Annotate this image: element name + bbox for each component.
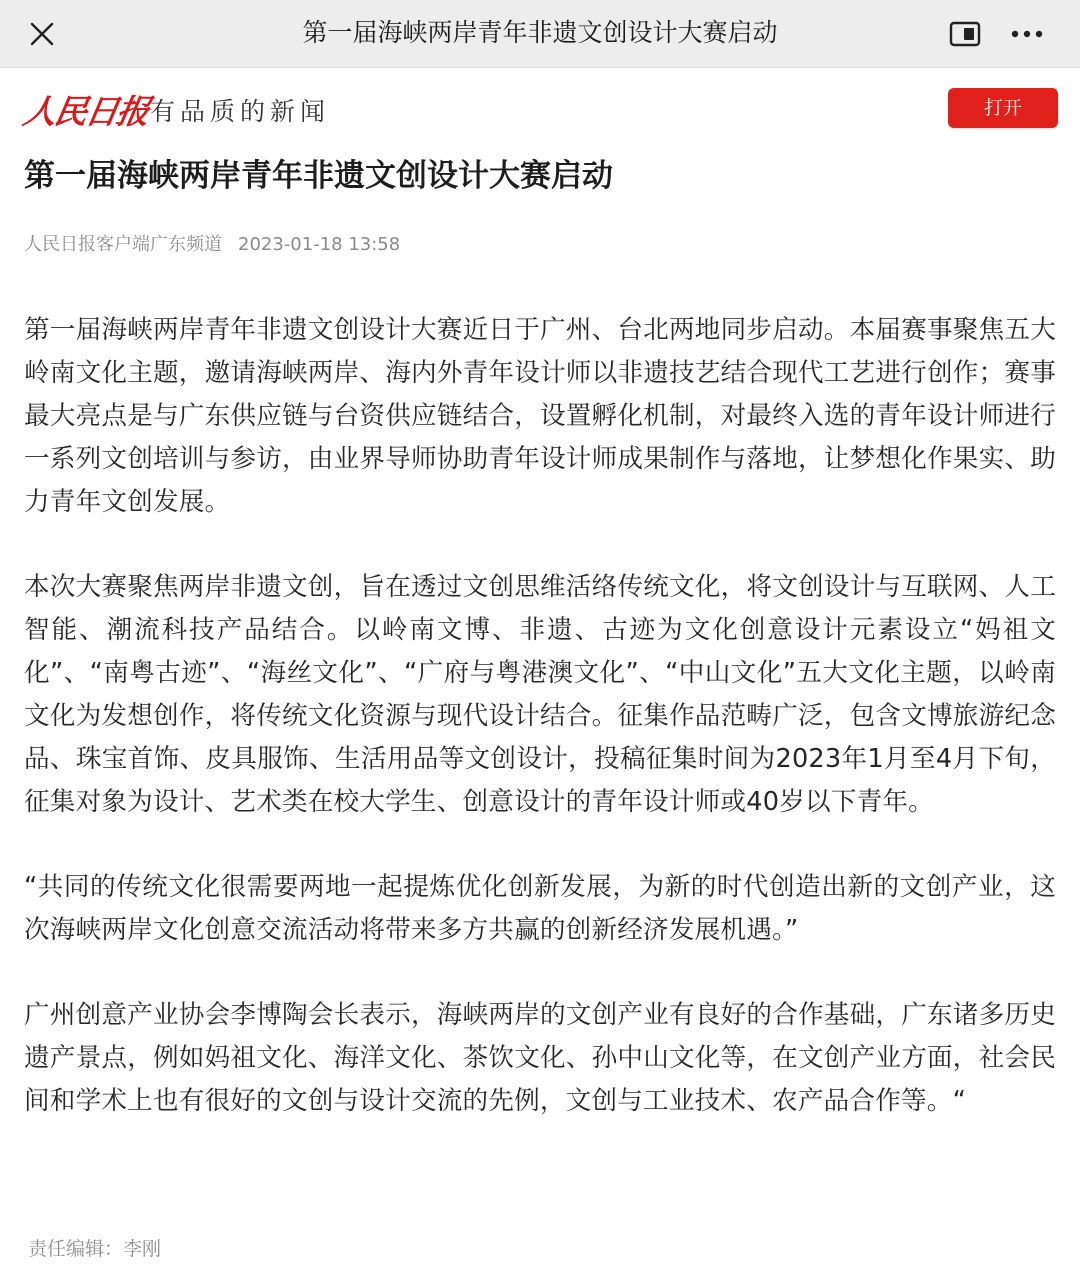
- article-body: [24, 309, 1056, 1165]
- article-meta: [24, 230, 400, 256]
- article-source: 人民日报客户端广东频道: [24, 234, 222, 255]
- article-title: 第一届海峡两岸青年非遗文创设计大赛启动: [24, 158, 613, 194]
- floating-window-icon: [949, 21, 981, 47]
- close-button[interactable]: [22, 14, 62, 54]
- window-title: 第一届海峡两岸青年非遗文创设计大赛启动: [302, 18, 778, 47]
- article-date: 2023-01-18 13:58: [238, 234, 401, 255]
- article-paragraph: “共同的传统文化很需要两地一起提炼优化创新发展，为新的时代创造出新的文创产业，这次海峡两岸文化创意交流活动将带来多方共赢的创新经济发展机遇。”: [24, 872, 1056, 945]
- article-paragraph: 本次大赛聚焦两岸非遗文创，旨在透过文创思维活络传统文化，将文创设计与互联网、人工智能、潮流科技产品结合。以岭南文博、非遗、古迹为文化创意设计元素设立“妈祖文化”、“南粤古迹”、“海丝文化”、“广府与粤港澳文化”、“中山文化”五大文化主题，以岭南文化为发想创作，将传统文化资源与现代设计结合。征集作品范畴广泛，包含文博旅游纪念品、珠宝首饰、皮具服饰、生活用品等文创设计，投稿征集时间为2023年1月至4月下旬，征集对象为设计、艺术类在校大学生、创意设计的青年设计师或40岁以下青年。: [24, 572, 1056, 817]
- brand-banner: [0, 68, 1080, 148]
- article-paragraph: 第一届海峡两岸青年非遗文创设计大赛近日于广州、台北两地同步启动。本届赛事聚焦五大岭南文化主题，邀请海峡两岸、海内外青年设计师以非遗技艺结合现代工艺进行创作；赛事最大亮点是与广东供应链与台资供应链结合，设置孵化机制，对最终入选的青年设计师进行一系列文创培训与参访，由业界导师协助青年设计师成果制作与落地，让梦想化作果实、助力青年文创发展。: [24, 315, 1056, 517]
- floating-window-button[interactable]: [945, 16, 985, 52]
- peoples-daily-logo: 人民日报: [20, 92, 152, 131]
- title-bar: [0, 0, 1080, 68]
- open-app-button[interactable]: 打开: [948, 88, 1058, 128]
- responsible-editor: 责任编辑：李刚: [28, 1238, 162, 1260]
- more-options-button[interactable]: [1005, 16, 1049, 52]
- close-icon: [29, 21, 55, 47]
- brand-slogan: 有品质的新闻: [150, 97, 331, 126]
- more-dots-icon: [1011, 29, 1043, 39]
- article-paragraph: 广州创意产业协会李博陶会长表示，海峡两岸的文创产业有良好的合作基础，广东诸多历史遗产景点，例如妈祖文化、海洋文化、茶饮文化、孙中山文化等，在文创产业方面，社会民间和学术上也有很好的文创与设计交流的先例，文创与工业技术、农产品合作等。“: [24, 1000, 1056, 1116]
